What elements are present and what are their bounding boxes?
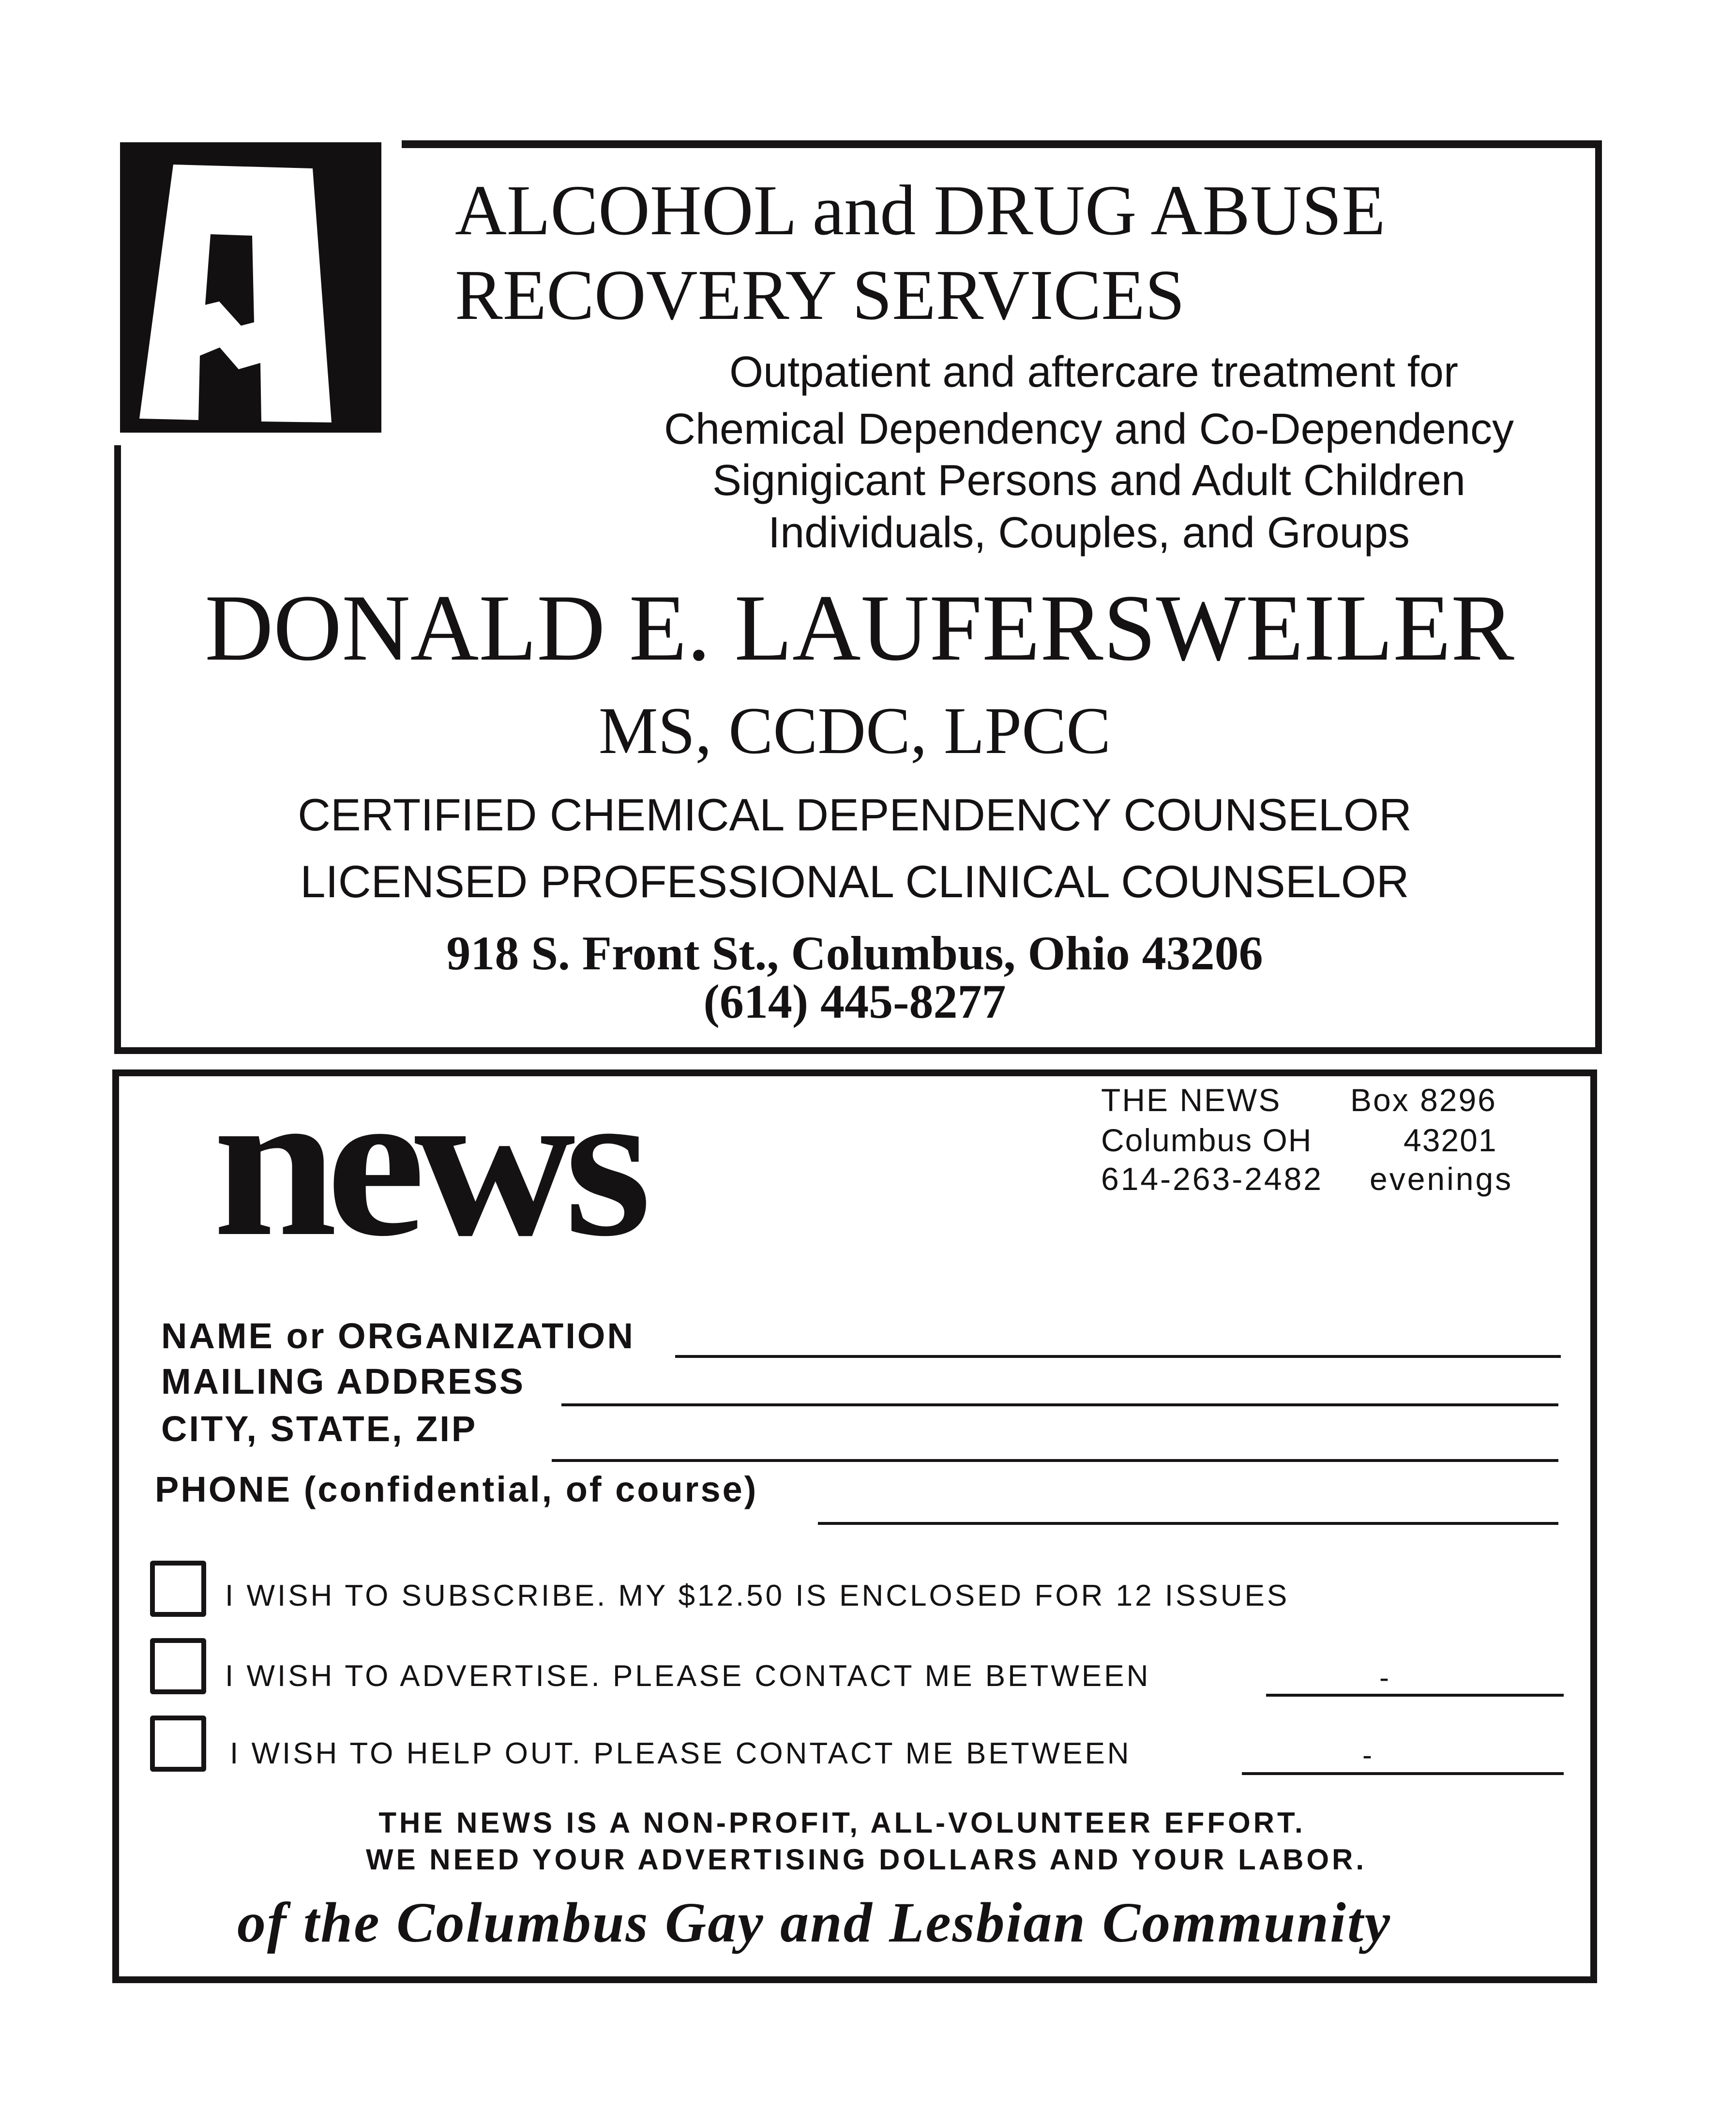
notice-line: WE NEED YOUR ADVERTISING DOLLARS AND YOUR LABOR. <box>365 1843 1367 1876</box>
news-contact-phone: 614-263-2482 <box>1101 1161 1324 1197</box>
advertise-option-label: I WISH TO ADVERTISE. PLEASE CONTACT ME BETWEEN <box>225 1659 1151 1693</box>
help-out-time-field[interactable] <box>1242 1772 1564 1775</box>
name-field[interactable] <box>675 1355 1561 1358</box>
counselor-name: DONALD E. LAUFERSWEILER <box>205 575 1514 680</box>
city-field-label: CITY, STATE, ZIP <box>161 1409 478 1449</box>
city-state-zip-field[interactable] <box>552 1459 1558 1462</box>
news-contact-box: Box 8296 <box>1350 1082 1497 1118</box>
phone-field[interactable] <box>818 1522 1558 1525</box>
ad-phone: (614) 445-8277 <box>703 975 1006 1028</box>
news-contact-city: Columbus OH <box>1101 1122 1313 1158</box>
phone-field-label: PHONE (confidential, of course) <box>155 1469 758 1509</box>
news-masthead: news <box>213 1045 641 1280</box>
service-line: Signigicant Persons and Adult Children <box>712 456 1465 505</box>
address-field[interactable] <box>561 1403 1558 1406</box>
counselor-title: LICENSED PROFESSIONAL CLINICAL COUNSELOR <box>300 856 1409 907</box>
service-line: Outpatient and aftercare treatment for <box>729 348 1458 396</box>
news-contact-name: THE NEWS <box>1101 1082 1282 1118</box>
notice-line: THE NEWS IS A NON-PROFIT, ALL-VOLUNTEER EFFORT. <box>378 1807 1306 1839</box>
service-line: Individuals, Couples, and Groups <box>768 509 1410 557</box>
help-out-option-label: I WISH TO HELP OUT. PLEASE CONTACT ME BETWEEN <box>230 1737 1132 1770</box>
ad-address: 918 S. Front St., Columbus, Ohio 43206 <box>446 926 1263 980</box>
ad-title-line2: RECOVERY SERVICES <box>455 256 1185 335</box>
news-contact-hours: evenings <box>1370 1161 1513 1197</box>
advertise-checkbox[interactable] <box>150 1638 206 1694</box>
time-separator: - <box>1362 1739 1372 1771</box>
news-contact-zip: 43201 <box>1404 1122 1497 1158</box>
subscribe-option-label: I WISH TO SUBSCRIBE. MY $12.50 IS ENCLOSED FOR 12 ISSUES <box>225 1579 1290 1612</box>
subscribe-checkbox[interactable] <box>150 1561 206 1617</box>
advertise-time-field[interactable] <box>1266 1694 1564 1697</box>
news-tagline: of the Columbus Gay and Lesbian Community <box>237 1891 1391 1954</box>
help-out-checkbox[interactable] <box>150 1716 206 1772</box>
time-separator: - <box>1379 1661 1389 1694</box>
counselor-title: CERTIFIED CHEMICAL DEPENDENCY COUNSELOR <box>298 789 1412 840</box>
a-logo-icon <box>120 139 381 435</box>
address-field-label: MAILING ADDRESS <box>161 1361 526 1401</box>
service-line: Chemical Dependency and Co-Dependency <box>664 405 1514 453</box>
counselor-credentials: MS, CCDC, LPCC <box>598 693 1111 768</box>
ad-title-line1: ALCOHOL and DRUG ABUSE <box>455 171 1386 250</box>
name-field-label: NAME or ORGANIZATION <box>161 1316 635 1356</box>
